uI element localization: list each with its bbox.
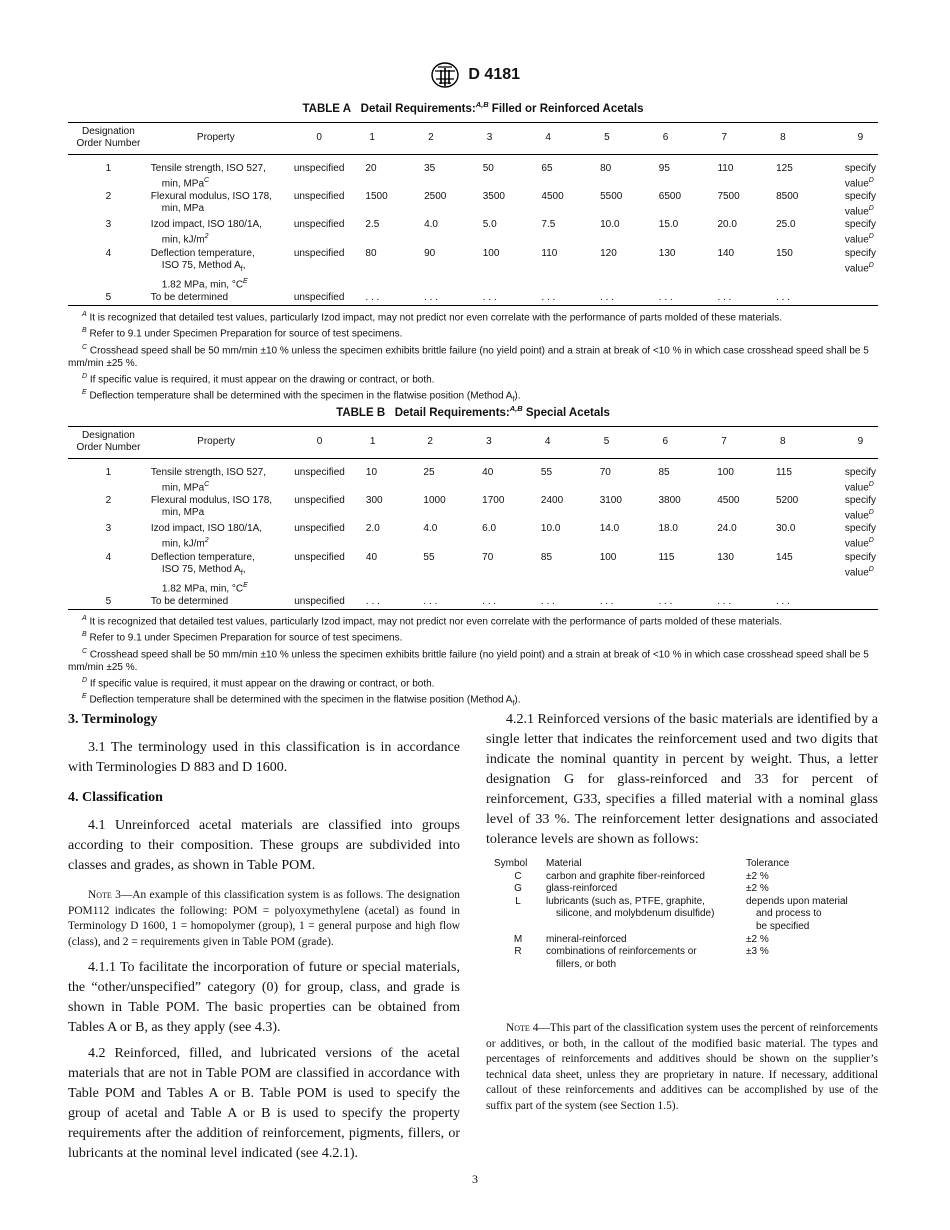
table-b-property: To be determined <box>149 596 283 610</box>
paragraph-4-1: 4.1 Unreinforced acetal materials are classified into groups according to their composition. These groups are subdivided into classes and grades, as shown in Table POM. <box>68 818 460 873</box>
table-a-value-3: . . . <box>473 292 532 306</box>
table-row <box>68 495 878 523</box>
table-b <box>68 404 878 711</box>
section-4-heading: 4. Classification <box>68 790 163 805</box>
table-a-footnote-E: $^E$ Deflection temperature shall be determined with the specimen in the flatwise position (Method $A_f$). <box>82 389 521 404</box>
table-b-header-3: 1 <box>356 426 414 458</box>
table-b-value-8: 5200 <box>775 495 799 507</box>
table-a-value-4: 7.5 <box>541 219 556 231</box>
right-column <box>486 710 878 1122</box>
table-a-value-7: 20.0 <box>717 219 737 231</box>
table-b-value-5: 70 <box>599 466 611 478</box>
table-b-value-6: 85 <box>658 466 670 478</box>
table-a-value-6: 6500 <box>658 191 682 203</box>
table-a-value-0: unspecified <box>293 247 345 259</box>
table-row <box>492 871 872 884</box>
table-a-value-0: unspecified <box>293 219 345 231</box>
table-b-footnotes <box>68 612 878 711</box>
table-b-value-9: specify value$^D$ <box>844 523 876 550</box>
table-a-row-number: 5 <box>68 292 149 306</box>
table-a-value-0: unspecified <box>293 191 345 203</box>
table-a-value-7: 140 <box>717 247 735 259</box>
table-b-value-2: 4.0 <box>423 523 438 535</box>
document-number: D 4181 <box>468 66 521 83</box>
reinforcement-symbol: R <box>514 946 522 958</box>
table-a-value-8: 25.0 <box>776 219 796 231</box>
reinforcement-tolerance: ±3 % <box>746 946 769 958</box>
table-b-header-6: 4 <box>531 426 590 458</box>
note-3-text: —An example of this classification system is as follows. The designation POM112 indicates the following: POM = polyoxymethylene (acetal) as found in Terminology D 1600, 1 = homopolymer (group), 1 = general purpose and high flow (class), and 2 = requirements given in Table POM (grade). <box>68 889 460 948</box>
note-3-label: Note 3 <box>88 889 121 901</box>
table-b-value-0: unspecified <box>294 466 345 478</box>
table-a-row-number: 1 <box>105 162 112 174</box>
table-b-value-2: 25 <box>423 466 435 478</box>
table-row <box>68 154 878 191</box>
table-a-value-2: 90 <box>424 247 436 259</box>
table-a-header-7: 5 <box>590 122 649 154</box>
left-column <box>68 710 460 1170</box>
table-a-header-5: 3 <box>473 122 532 154</box>
table-b-value-3: 40 <box>482 466 494 478</box>
table-a-value-9: specify value$^D$ <box>844 247 876 275</box>
note-4 <box>486 1021 878 1114</box>
table-a-header-10: 8 <box>766 122 825 154</box>
table-a-row-number: 2 <box>105 191 112 203</box>
table-b-caption: TABLE B Detail Requirements:$^{A,B}$ Special Acetals <box>336 404 610 419</box>
reinforcement-material: lubricants (such as, PTFE, graphite, silicone, and molybdenum disulfide) <box>546 895 715 920</box>
table-b-value-4: 10.0 <box>540 523 561 535</box>
reinforcement-symbol: M <box>513 933 523 945</box>
table-b-header-10: 8 <box>766 426 825 458</box>
table-a-header-6: 4 <box>531 122 590 154</box>
table-a-value-6: 15.0 <box>658 219 679 231</box>
table-b-value-8: . . . <box>766 596 825 610</box>
table-b-value-2: 1000 <box>423 495 446 507</box>
table-a-value-9: specify value$^D$ <box>844 162 876 190</box>
paragraph-3-1: 3.1 The terminology used in this classification is in accordance with Terminologies D 883 and D 1600. <box>68 740 460 775</box>
table-row <box>68 596 878 610</box>
table-b-value-6: 18.0 <box>658 523 678 535</box>
table-a-property: Flexural modulus, ISO 178, min, MPa <box>150 191 272 215</box>
reinforcement-header-0: Symbol <box>494 858 528 869</box>
reinforcement-tolerance: ±2 % <box>746 883 769 895</box>
table-b-value-5: 14.0 <box>599 523 620 535</box>
table-a-row-number: 4 <box>105 247 112 259</box>
table-b-header-9: 7 <box>707 426 766 458</box>
table-a-value-2: 4.0 <box>424 219 438 231</box>
table-a-value-9: specify value$^D$ <box>844 191 876 218</box>
table-a-value-4: 4500 <box>541 191 564 203</box>
table-row <box>68 191 878 219</box>
table-b-value-7: 24.0 <box>717 523 737 535</box>
table-b-value-9: specify value$^D$ <box>844 495 876 522</box>
table-a-property: Deflection temperature, ISO 75, Method $A_f$, 1.82 MPa, min, $^\circ C^E$ <box>150 247 255 291</box>
table-a-header-0: Designation Order Number <box>68 122 149 154</box>
table-b-footnote-B: $^B$ Refer to 9.1 under Specimen Preparation for source of test specimens. <box>82 631 403 644</box>
astm-logo-icon <box>430 62 460 88</box>
section-3-heading: 3. Terminology <box>68 712 158 727</box>
table-a-value-6: 95 <box>658 162 670 174</box>
table-row <box>68 248 878 292</box>
table-a-footnote-A: $^A$ It is recognized that detailed test values, particularly Izod impact, may not predict nor even correlate with the performance of parts molded of these materials. <box>82 311 783 324</box>
table-b-value-7: 4500 <box>717 495 740 507</box>
reinforcement-material: combinations of reinforcements or fillers, or both <box>546 946 697 970</box>
table-a-value-2: . . . <box>414 292 473 306</box>
table-b-value-9: specify value$^D$ <box>844 551 876 579</box>
table-b-value-7: . . . <box>707 596 766 610</box>
table-b-value-6: 115 <box>658 551 675 563</box>
table-b-value-5: . . . <box>590 596 649 610</box>
table-a-value-3: 50 <box>482 162 494 174</box>
table-b-value-3: 6.0 <box>482 523 497 535</box>
table-b-value-5: 100 <box>599 551 617 563</box>
page-number: 3 <box>472 1172 478 1186</box>
table-a-value-4: . . . <box>531 292 590 306</box>
reinforcement-tolerance: ±2 % <box>746 933 769 945</box>
table-b-value-2: . . . <box>413 596 472 610</box>
reinforcement-header-1: Material <box>546 858 582 869</box>
table-b-value-1: 40 <box>365 551 378 563</box>
table-b-value-0: unspecified <box>294 523 345 535</box>
reinforcement-tolerance: ±2 % <box>746 870 769 882</box>
table-b-value-0: unspecified <box>283 596 356 610</box>
table-b-property: Flexural modulus, ISO 178, min, MPa <box>150 495 273 519</box>
table-a-value-0: unspecified <box>283 292 356 306</box>
table-b-value-3: 1700 <box>482 495 505 507</box>
table-b-value-4: 2400 <box>540 495 564 507</box>
table-b-value-8: 30.0 <box>775 523 796 535</box>
reinforcement-header-2: Tolerance <box>746 858 790 869</box>
table-a-value-6: . . . <box>649 292 708 306</box>
table-a-value-1: 80 <box>365 247 377 259</box>
table-b-value-6: 3800 <box>658 495 681 507</box>
table-a-value-1: 1500 <box>365 191 388 203</box>
table-b-property: Izod impact, ISO 180/1A, min, $kJ/m^2$ <box>150 523 263 550</box>
table-b-footnote-A: $^A$ It is recognized that detailed test values, particularly Izod impact, may not predict nor even correlate with the performance of parts molded of these materials. <box>82 615 783 628</box>
table-a-value-8: 125 <box>776 162 793 174</box>
table-b-footnote-D: $^D$ If specific value is required, it must appear on the drawing or contract, or both. <box>82 677 435 690</box>
table-b-value-6: . . . <box>648 596 707 610</box>
table-a-value-7: . . . <box>707 292 766 306</box>
table-b-property: Tensile strength, ISO 527, min, MPa$^C$ <box>150 466 266 494</box>
table-a-value-8: . . . <box>766 292 825 306</box>
table-b-value-0: unspecified <box>294 551 345 563</box>
table-row <box>492 883 872 896</box>
table-a-value-3: 100 <box>482 247 500 259</box>
table-a-value-7: 7500 <box>717 191 740 203</box>
table-a-footnote-C: $^C$ Crosshead speed shall be 50 mm/min ±10 % unless the specimen exhibits brittle failure (no yield point) and a strain at break of <10 % in which case crosshead speed shall be 5 mm/min ±25 %. <box>68 343 869 370</box>
table-row <box>492 896 872 934</box>
table-a-value-6: 130 <box>658 247 676 259</box>
table-b-header-2: 0 <box>283 426 356 458</box>
table-a-header-9: 7 <box>707 122 766 154</box>
table-b-value-8: 145 <box>775 551 793 563</box>
table-b-grid <box>68 426 878 610</box>
reinforcement-material: glass-reinforced <box>546 883 618 895</box>
table-a-footnotes <box>68 308 878 407</box>
table-a-value-9 <box>825 292 878 306</box>
table-a-header-2: 0 <box>283 122 356 154</box>
paragraph-4-1-1: 4.1.1 To facilitate the incorporation of future or special materials, the “other/unspecified” category (0) for group, class, and grade is shown in Table POM. The basic properties can be obtained from Tables A or B, as they apply (see 4.3). <box>68 960 460 1035</box>
table-a-value-0: unspecified <box>293 162 345 174</box>
table-b-value-0: unspecified <box>294 495 345 507</box>
table-b-header-0: Designation Order Number <box>68 426 149 458</box>
table-b-value-9: specify value$^D$ <box>844 466 876 494</box>
note-3 <box>68 888 460 950</box>
table-b-value-3: 70 <box>482 551 494 563</box>
note-4-label: Note 4 <box>506 1022 539 1035</box>
table-a-value-4: 110 <box>541 247 558 259</box>
reinforcement-symbol: L <box>515 895 521 907</box>
table-row <box>68 523 878 551</box>
table-a-property: Tensile strength, ISO 527, min, MPa$^C$ <box>150 162 266 190</box>
table-b-header-1: Property <box>149 426 283 458</box>
table-row <box>492 946 872 971</box>
table-a-property: To be determined <box>149 292 283 306</box>
table-a-header-11: 9 <box>825 122 878 154</box>
table-b-header-8: 6 <box>648 426 707 458</box>
table-b-header-7: 5 <box>590 426 649 458</box>
table-a-value-5: 10.0 <box>600 219 620 231</box>
table-b-row-number: 4 <box>105 551 112 563</box>
table-row <box>68 552 878 596</box>
table-a-row-number: 3 <box>105 219 112 231</box>
table-b-value-4: 85 <box>540 551 553 563</box>
table-b-row-number: 5 <box>68 596 149 610</box>
table-a-value-5: 120 <box>600 247 617 259</box>
note-4-text: —This part of the classification system uses the percent of reinforcements or additives, or both, in the callout of the modified basic material. The types and percentages of reinforcements and additives should be shown on the supplier’s technical data sheet, unless they are proprietary in nature. If necessary, additional callout of these reinforcements and additives can be accomplished by use of the suffix part of the system (see Section 1.5). <box>486 1022 878 1112</box>
table-a-value-8: 8500 <box>776 191 799 203</box>
table-b-row-number: 3 <box>105 523 112 535</box>
reinforcement-material: carbon and graphite fiber-reinforced <box>546 870 705 882</box>
table-b-header-4: 2 <box>413 426 472 458</box>
table-a-footnote-B: $^B$ Refer to 9.1 under Specimen Preparation for source of test specimens. <box>82 327 403 340</box>
table-a-header-4: 2 <box>414 122 473 154</box>
table-b-row-number: 2 <box>105 495 112 507</box>
table-a-value-1: . . . <box>355 292 414 306</box>
table-b-value-7: 130 <box>717 551 734 563</box>
table-b-value-4: 55 <box>540 466 553 478</box>
table-b-value-3: . . . <box>472 596 531 610</box>
table-a-value-3: 3500 <box>482 191 505 203</box>
table-a-value-2: 35 <box>424 162 436 174</box>
table-b-footnote-E: $^E$ Deflection temperature shall be determined with the specimen in the flatwise position (Method $A_f$). <box>82 693 521 708</box>
table-a-value-4: 65 <box>541 162 553 174</box>
table-a-value-7: 110 <box>717 162 734 174</box>
table-a-value-5: 5500 <box>600 191 623 203</box>
table-b-footnote-C: $^C$ Crosshead speed shall be 50 mm/min ±10 % unless the specimen exhibits brittle failure (no yield point) and a strain at break of <10 % in which case crosshead speed shall be 5 mm/min ±25 %. <box>68 647 869 674</box>
table-b-value-1: 2.0 <box>365 523 380 535</box>
reinforcement-table <box>492 858 872 971</box>
table-b-value-7: 100 <box>717 466 734 478</box>
table-b-row-number: 1 <box>105 466 112 478</box>
table-a-header-8: 6 <box>649 122 708 154</box>
table-a-header-1: Property <box>149 122 283 154</box>
table-a-header-3: 1 <box>355 122 414 154</box>
table-a-value-1: 20 <box>365 162 377 174</box>
reinforcement-symbol: C <box>514 870 522 882</box>
table-a-value-1: 2.5 <box>365 219 380 231</box>
table-a-value-3: 5.0 <box>482 219 497 231</box>
table-a-value-8: 150 <box>776 247 793 259</box>
table-b-value-1: 10 <box>365 466 378 478</box>
table-b-value-9 <box>825 596 878 610</box>
reinforcement-tolerance: depends upon material and process to be specified <box>746 895 848 932</box>
paragraph-4-2: 4.2 Reinforced, filled, and lubricated versions of the acetal materials that are not in Table POM are classified in accordance with Table POM and Tables A or B. Table POM is used to specify the group of acetal and Table A or B is used to specify the property requirements after the addition of reinforcement, pigments, fillers, or lubricants at the nominal level indicated (see 4.2.1). <box>68 1046 460 1161</box>
table-row <box>68 292 878 306</box>
table-a-value-5: . . . <box>590 292 649 306</box>
table-row <box>492 934 872 947</box>
table-a-value-9: specify value$^D$ <box>844 219 876 246</box>
table-b-value-2: 55 <box>423 551 435 563</box>
table-a-value-5: 80 <box>600 162 612 174</box>
reinforcement-symbol: G <box>514 883 522 895</box>
reinforcement-material: mineral-reinforced <box>546 933 627 945</box>
table-row <box>68 219 878 247</box>
table-a <box>68 100 878 407</box>
table-b-value-4: . . . <box>531 596 590 610</box>
table-b-header-5: 3 <box>472 426 531 458</box>
paragraph-4-2-1: 4.2.1 Reinforced versions of the basic materials are identified by a single letter that indicates the reinforcement used and two digits that indicate the nominal quantity in percent by weight. Thus, a letter designation G for glass-reinforced and 33 for percent of reinforcement, G33, specifies a filled material with a nominal glass level of 33 %. The reinforcement letter designations and associated tolerance levels are shown as follows: <box>486 712 878 847</box>
table-a-property: Izod impact, ISO 180/1A, min, $kJ/m^2$ <box>150 219 262 246</box>
page-header <box>0 62 950 88</box>
table-b-property: Deflection temperature, ISO 75, Method $A_f$, 1.82 MPa, min, $^\circ C^E$ <box>150 551 255 595</box>
table-b-value-1: . . . <box>356 596 414 610</box>
table-b-value-1: 300 <box>365 495 383 507</box>
table-b-header-11: 9 <box>825 426 878 458</box>
table-b-value-8: 115 <box>775 466 792 478</box>
table-b-value-5: 3100 <box>599 495 622 507</box>
table-a-grid <box>68 122 878 306</box>
table-row <box>68 458 878 495</box>
table-a-caption: TABLE A Detail Requirements:$^{A,B}$ Filled or Reinforced Acetals <box>302 100 644 115</box>
table-a-value-2: 2500 <box>424 191 447 203</box>
table-a-footnote-D: $^D$ If specific value is required, it must appear on the drawing or contract, or both. <box>82 373 435 386</box>
